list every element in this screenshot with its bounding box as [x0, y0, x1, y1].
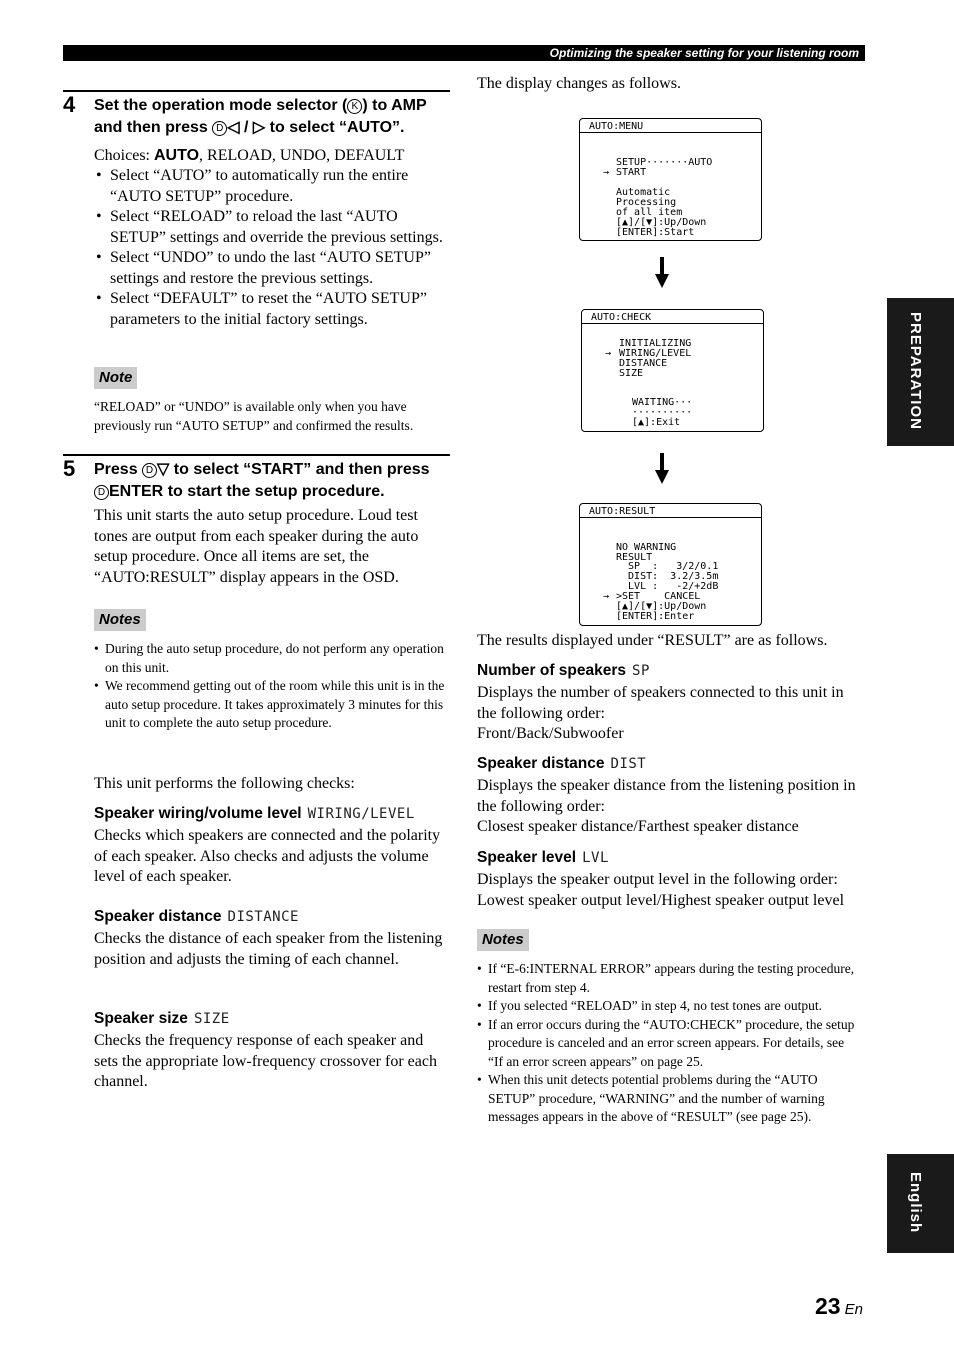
result-title: Speaker level [477, 849, 577, 866]
check-text: Checks the distance of each speaker from the listening position and adjusts the timing of each channel. [94, 930, 443, 968]
osd-line: SIZE [619, 368, 644, 379]
k-key-icon: K [347, 99, 362, 114]
notes-section [94, 609, 146, 631]
d-key-icon: D [142, 463, 157, 478]
display-changes-text: The display changes as follows. [477, 75, 681, 92]
cursor-arrow-icon: → [603, 167, 610, 178]
result-text: Displays the number of speakers connected to this unit in the following order: [477, 684, 844, 722]
step5-title-a: Press [94, 461, 138, 478]
list-item: • We recommend getting out of the room while this unit is in the auto setup procedure. It takes approximately 3 minutes for this unit to complete the auto setup procedure. [94, 677, 450, 733]
check-osd-name: DISTANCE [227, 909, 299, 925]
header-bar [63, 45, 865, 61]
osd-line: [▲]/[▼]:Up/Down [616, 601, 707, 612]
osd-line: START [616, 167, 647, 178]
step5-title [94, 459, 450, 503]
side-tab-label: English [907, 1172, 924, 1234]
d-key-icon: D [212, 121, 227, 136]
check-text: Checks the frequency response of each speaker and sets the appropriate low-frequency crossover for each channel. [94, 1032, 437, 1090]
side-tab-label: PREPARATION [907, 312, 924, 430]
check-item-size [94, 1009, 450, 1093]
osd-line: INITIALIZING [619, 338, 692, 349]
step4-rule [63, 90, 450, 92]
results-intro: The results displayed under “RESULT” are as follows. [477, 632, 828, 649]
step4-choices [94, 146, 450, 167]
cursor-arrow-icon: → [605, 348, 612, 359]
step5-number: 5 [63, 456, 76, 481]
check-item-wiring [94, 804, 450, 888]
page-lang: En [844, 1301, 863, 1318]
result-item-dist [477, 754, 862, 838]
list-item: • When this unit detects potential problems during the “AUTO SETUP” procedure, “WARNING” and the number of warning messages appears in the above of “RESULT” (see page 25). [477, 1071, 857, 1127]
list-item: • Select “RELOAD” to reload the last “AUTO SETUP” settings and override the previous settings. [94, 207, 444, 248]
step5-title-c: to start the setup procedure. [167, 483, 385, 500]
choices-rest: , RELOAD, UNDO, DEFAULT [199, 147, 405, 164]
osd-line: SP : 3/2/0.1 [616, 561, 719, 572]
step5-title-b: ▽ to select “START” and then press [157, 461, 430, 478]
notes-label: Notes [94, 609, 146, 631]
osd-line: SETUP·······AUTO [616, 157, 713, 168]
result-osd-name: DIST [610, 756, 647, 772]
osd-line: [▲]:Exit [632, 417, 681, 428]
list-item: • During the auto setup procedure, do not perform any operation on this unit. [94, 640, 450, 677]
result-osd-name: LVL [582, 850, 609, 866]
check-title: Speaker distance [94, 908, 222, 925]
list-item: • Select “DEFAULT” to reset the “AUTO SETUP” parameters to the initial factory settings. [94, 289, 444, 330]
result-text2: Lowest speaker output level/Highest speaker output level [477, 891, 845, 909]
side-tab-preparation [887, 298, 954, 446]
osd-title: AUTO:RESULT [580, 504, 761, 518]
header-title: Optimizing the speaker setting for your listening room [549, 46, 859, 60]
osd-auto-check [581, 309, 764, 432]
notes-label: Notes [477, 929, 529, 951]
osd-auto-result [579, 503, 762, 626]
osd-line: [▲]/[▼]:Up/Down [616, 217, 707, 228]
step4-title-b: ) to AMP [362, 97, 427, 114]
step4-title-a: Set the operation mode selector ( [94, 97, 348, 114]
note-label: Note [94, 367, 137, 389]
choices-label: Choices: [94, 147, 150, 164]
right-notes [477, 960, 857, 1127]
osd-line: NO WARNING [616, 542, 677, 553]
side-tab-english [887, 1154, 954, 1253]
check-text: Checks which speakers are connected and the polarity of each speaker. Also checks and adjusts the volume level of each speaker. [94, 827, 441, 885]
osd-line: RESULT [616, 552, 653, 563]
list-item: • If an error occurs during the “AUTO:CHECK” procedure, the setup procedure is canceled and an error screen appears. For details, see “If an error screen appears” on page 25. [477, 1016, 857, 1072]
page-number-value: 23 [815, 1293, 841, 1319]
result-item-sp [477, 661, 862, 745]
list-item: • Select “UNDO” to undo the last “AUTO SETUP” settings and restore the previous settings. [94, 248, 444, 289]
step4-bullets [94, 166, 444, 330]
osd-line: of all item [616, 207, 683, 218]
osd-line: Automatic [616, 187, 671, 198]
note-section [94, 367, 137, 389]
result-title: Speaker distance [477, 755, 605, 772]
cursor-arrow-icon: → [603, 591, 610, 602]
osd-line: >SET CANCEL [616, 591, 701, 602]
result-osd-name: SP [632, 663, 650, 679]
osd-line: [ENTER]:Start [616, 227, 695, 238]
check-osd-name: WIRING/LEVEL [307, 806, 415, 822]
checks-intro: This unit performs the following checks: [94, 775, 355, 792]
list-item: • If “E-6:INTERNAL ERROR” appears during the testing procedure, restart from step 4. [477, 960, 857, 997]
result-text: Displays the speaker distance from the listening position in the following order: [477, 777, 856, 815]
list-item: • If you selected “RELOAD” in step 4, no test tones are output. [477, 997, 857, 1016]
note-text: “RELOAD” or “UNDO” is available only when you have previously run “AUTO SETUP” and confirmed the results. [94, 399, 414, 433]
osd-line: [ENTER]:Enter [616, 611, 695, 622]
osd-line: WAITING··· [632, 397, 693, 408]
result-title: Number of speakers [477, 662, 627, 679]
check-title: Speaker wiring/volume level [94, 805, 302, 822]
osd-auto-menu [579, 118, 762, 241]
step4-title-d: ◁ / ▷ to select “AUTO”. [227, 119, 405, 136]
list-item: • Select “AUTO” to automatically run the entire “AUTO SETUP” procedure. [94, 166, 444, 207]
result-text: Displays the speaker output level in the following order: [477, 871, 838, 888]
osd-line: Processing [616, 197, 677, 208]
result-text2: Closest speaker distance/Farthest speaker distance [477, 818, 799, 835]
result-item-lvl [477, 848, 862, 911]
osd-line: DIST: 3.2/3.5m [616, 571, 719, 582]
page-number [815, 1293, 863, 1320]
right-notes-section [477, 929, 529, 951]
step4-title-c: and then press [94, 119, 208, 136]
osd-title: AUTO:MENU [580, 119, 761, 133]
osd-line: ·········· [632, 407, 693, 418]
osd-line: DISTANCE [619, 358, 668, 369]
check-item-distance [94, 907, 450, 970]
step4-title [94, 95, 450, 139]
enter-key-label: ENTER [109, 483, 164, 500]
step5-notes [94, 640, 450, 733]
check-title: Speaker size [94, 1010, 188, 1027]
d-key-icon: D [94, 485, 109, 500]
osd-title: AUTO:CHECK [582, 310, 763, 324]
osd-line: WIRING/LEVEL [619, 348, 692, 359]
choices-auto: AUTO [154, 147, 200, 164]
check-osd-name: SIZE [193, 1011, 230, 1027]
step5-body: This unit starts the auto setup procedure. Loud test tones are output from each speaker during the auto setup procedure. Once all items are set, the “AUTO:RESULT” display appears in the OSD. [94, 507, 419, 586]
osd-line: LVL : -2/+2dB [616, 581, 719, 592]
step5-rule [63, 454, 450, 456]
result-text2: Front/Back/Subwoofer [477, 725, 624, 742]
step4-number: 4 [63, 92, 76, 117]
